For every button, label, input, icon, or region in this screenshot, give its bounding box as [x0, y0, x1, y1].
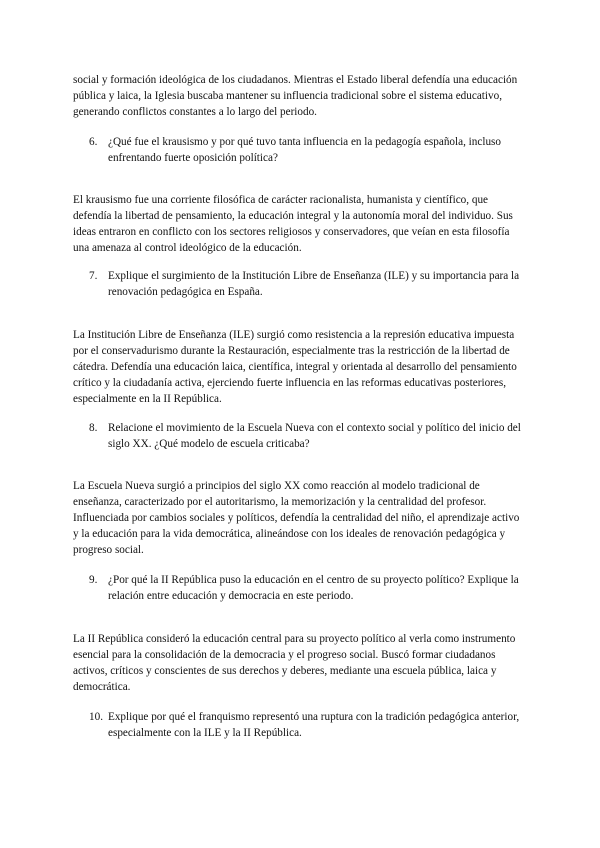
answer-paragraph: La II República consideró la educación central para su proyecto político al verla como instrumento esencial para la consolidación de la democracia y el progreso social. Buscó formar ciudadanos activos, críticos y conscientes de sus derechos y deberes, mediante una escuela pública, laica y democrática.	[73, 633, 516, 693]
question-number: 10.	[89, 711, 103, 723]
answer-paragraph: La Escuela Nueva surgió a principios del siglo XX como reacción al modelo tradicional de enseñanza, caracterizado por el autoritarismo, la memorización y la centralidad del profesor. Influenciada por cambios sociales y políticos, defendía la centralidad del niño, el aprendizaje activo y la educación para la vida democrática, alineándose con los ideales de renovación pedagógica y progreso social.	[73, 480, 520, 556]
question-number: 7.	[89, 270, 98, 282]
question-item	[89, 134, 526, 166]
question-text: ¿Qué fue el krausismo y por qué tuvo tanta influencia en la pedagogía española, incluso enfrentando fuerte oposición política?	[108, 136, 501, 164]
question-item	[89, 709, 526, 741]
question-text: Relacione el movimiento de la Escuela Nueva con el contexto social y político del inicio del siglo XX. ¿Qué modelo de escuela criticaba?	[108, 422, 521, 450]
question-number: 9.	[89, 574, 98, 586]
question-text: ¿Por qué la II República puso la educación en el centro de su proyecto político? Explique la relación entre educación y democracia en este periodo.	[108, 574, 519, 602]
question-text: Explique por qué el franquismo representó una ruptura con la tradición pedagógica anterior, especialmente con la ILE y la II República.	[108, 711, 520, 739]
answer-paragraph: La Institución Libre de Enseñanza (ILE) surgió como resistencia a la represión educativa impuesta por el conservadurismo durante la Restauración, especialmente tras la restricción de la libertad de cátedra. Defendía una educación laica, científica, integral y orientada al desarrollo del pensamiento crítico y la ciudadanía activa, ejerciendo fuerte influencia en las reformas educativas posteriores, especialmente en la II República.	[73, 329, 517, 405]
question-number: 6.	[89, 136, 98, 148]
question-item	[89, 420, 526, 452]
question-number: 8.	[89, 422, 98, 434]
answer-paragraph: social y formación ideológica de los ciudadanos. Mientras el Estado liberal defendía una educación pública y laica, la Iglesia buscaba mantener su influencia tradicional sobre el sistema educativo, generando conflictos constantes a lo largo del periodo.	[73, 74, 518, 118]
question-item	[89, 572, 526, 604]
question-text: Explique el surgimiento de la Institución Libre de Enseñanza (ILE) y su importancia para la renovación pedagógica en España.	[108, 270, 520, 298]
question-item	[89, 268, 526, 300]
answer-paragraph: El krausismo fue una corriente filosófica de carácter racionalista, humanista y científico, que defendía la libertad de pensamiento, la educación integral y la autonomía moral del individuo. Sus ideas entraron en conflicto con los sectores religiosos y conservadores, que veían en esta filosofía una amenaza al control ideológico de la educación.	[73, 194, 513, 254]
